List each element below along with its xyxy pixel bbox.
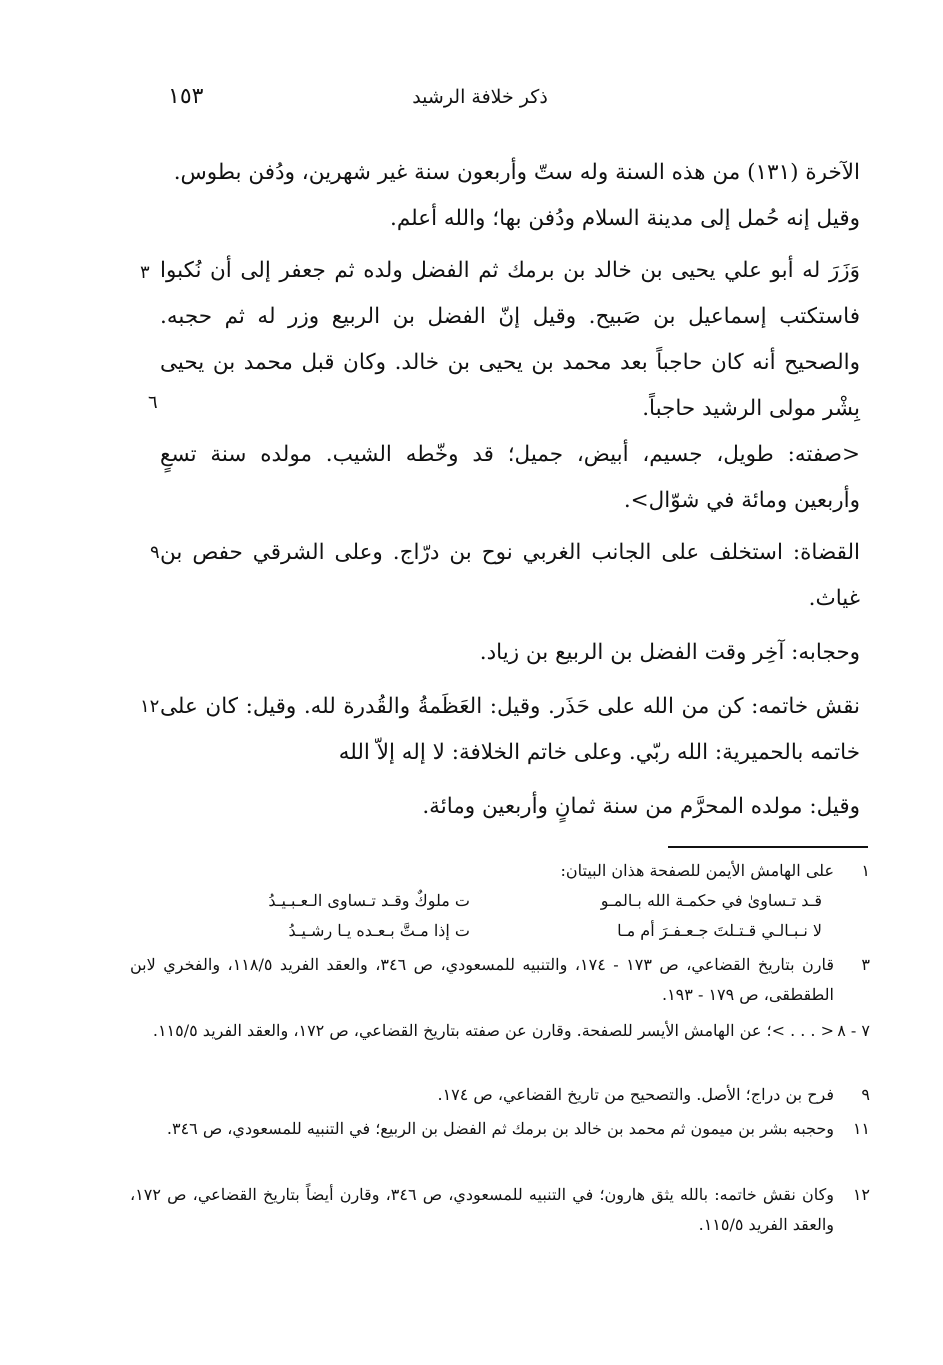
footnote-text: قارن بتاريخ القضاعي، ص ١٧٣ - ١٧٤، والتنبيه للمسعودي، ص ٣٤٦، والعقد الفريد ١١٨/٥، والفخري لابن الطقطقى، ص ١٧٩ - ١٩٣. [130,955,835,1004]
paragraph-birth [160,784,860,830]
paragraph-chamberlains [160,630,860,676]
page-number: ١٥٣ [168,84,204,109]
verse-hemistich: ت ملوكٌ وقـد تـساوى الـعـبـيـدُ [268,891,470,910]
paragraph-judges-text: القضاة: استخلف على الجانب الغربي نوح بن درّاج. وعلى الشرقي حفص بن غياث. [160,540,860,611]
verse-hemistich: قـد تـساوىٰ في حكمـة الله بـالمـو [600,891,822,910]
line-number-6: ٦ [148,392,158,413]
verse-line-2 [130,916,870,946]
verse-hemistich: لا نـبـالـي قـتـلتَ جـعـفـرَ أم مـا [617,921,822,940]
footnote-text: وحجبه بشر بن ميمون ثم محمد بن خالد بن برمك ثم الفضل بن الربيع؛ في التنبيه للمسعودي، ص ٣٤٦. [166,1119,834,1138]
line-number-3: ٣ [140,262,150,283]
line-number-9: ٩ [150,542,160,563]
footnote-number: ٣ [861,955,870,974]
paragraph-viziers [160,248,860,432]
line-number-12: ١٢ [140,696,160,717]
footnote-number: ٩ [861,1085,870,1104]
footnote-number: ٧ - ٨ [837,1021,870,1040]
paragraph-burial [160,150,860,242]
footnote-11 [130,1114,870,1144]
paragraph-description [160,432,860,524]
footnote-text: < . . . >؛ عن الهامش الأيسر للصفحة. وقارن عن صفته بتاريخ القضاعي، ص ١٧٢، والعقد الفريد ١١٥/٥. [152,1021,834,1040]
paragraph-description-text: <صفته: طويل، جسيم، أبيض، جميل؛ قد وخّطه الشيب. مولده سنة تسعٍ وأربعين ومائة في شوّال>. [160,442,860,513]
footnote-number: ١١ [852,1119,870,1138]
footnote-number: ١٢ [852,1185,870,1204]
footnote-text: على الهامش الأيمن للصفحة هذان البيتان: [560,861,834,880]
footnote-separator [668,846,868,848]
verse-line-1 [130,886,870,916]
paragraph-birth-text: وقيل: مولده المحرَّم من سنة ثمانٍ وأربعين ومائة. [422,794,860,819]
paragraph-burial-line2: وقيل إنه حُمل إلى مدينة السلام ودُفن بها؛ والله أعلم. [389,206,860,231]
paragraph-viziers-text: وَزَرَ له أبو علي يحيى بن خالد بن برمك ثم الفضل ولده ثم جعفر إلى أن نُكبوا فاستكتب إسماعيل بن صَبيح. وقيل إنّ الفضل بن الربيع وزر له ثم حجبه. والصحيح أنه كان حاجباً بعد محمد بن يحيى بن خالد. وكان قبل محمد بن يحيى بِشْر مولى الرشيد حاجباً. [160,258,860,421]
verse-hemistich: ت إذا مـتَّ بـعـده يـا رشـيـدُ [288,921,470,940]
paragraph-judges [160,530,860,622]
paragraph-chamberlains-text: وحجابه: آخِر وقت الفضل بن الربيع بن زياد. [479,640,860,665]
paragraph-seal-text: نقش خاتمه: كن من الله على حَذَر. وقيل: العَظَمةُ والقُدرة لله. وقيل: كان على خاتمه بالحميرية: الله ربّي. وعلى خاتم الخلافة: لا إله إلاّ الله [160,694,860,765]
footnote-7-8 [130,1016,870,1046]
footnote-text: وكان نقش خاتمه: بالله يثق هارون؛ في التنبيه للمسعودي، ص ٣٤٦، وقارن أيضاً بتاريخ القضاعي، ص ١٧٢، والعقد الفريد ١١٥/٥. [130,1185,834,1234]
footnote-9 [130,1080,870,1110]
footnote-1 [130,856,870,946]
footnote-12 [130,1180,870,1240]
footnote-number: ١ [861,861,870,880]
footnote-text: فرح بن دراج؛ الأصل. والتصحيح من تاريخ القضاعي، ص ١٧٤. [437,1085,834,1104]
paragraph-seal [160,684,860,776]
running-header-title: ذكر خلافة الرشيد [412,86,548,108]
footnote-3 [130,950,870,1010]
paragraph-burial-line1: الآخرة (١٣١) من هذه السنة وله ستّ وأربعون سنة غير شهرين، ودُفن بطوس. [173,160,860,185]
